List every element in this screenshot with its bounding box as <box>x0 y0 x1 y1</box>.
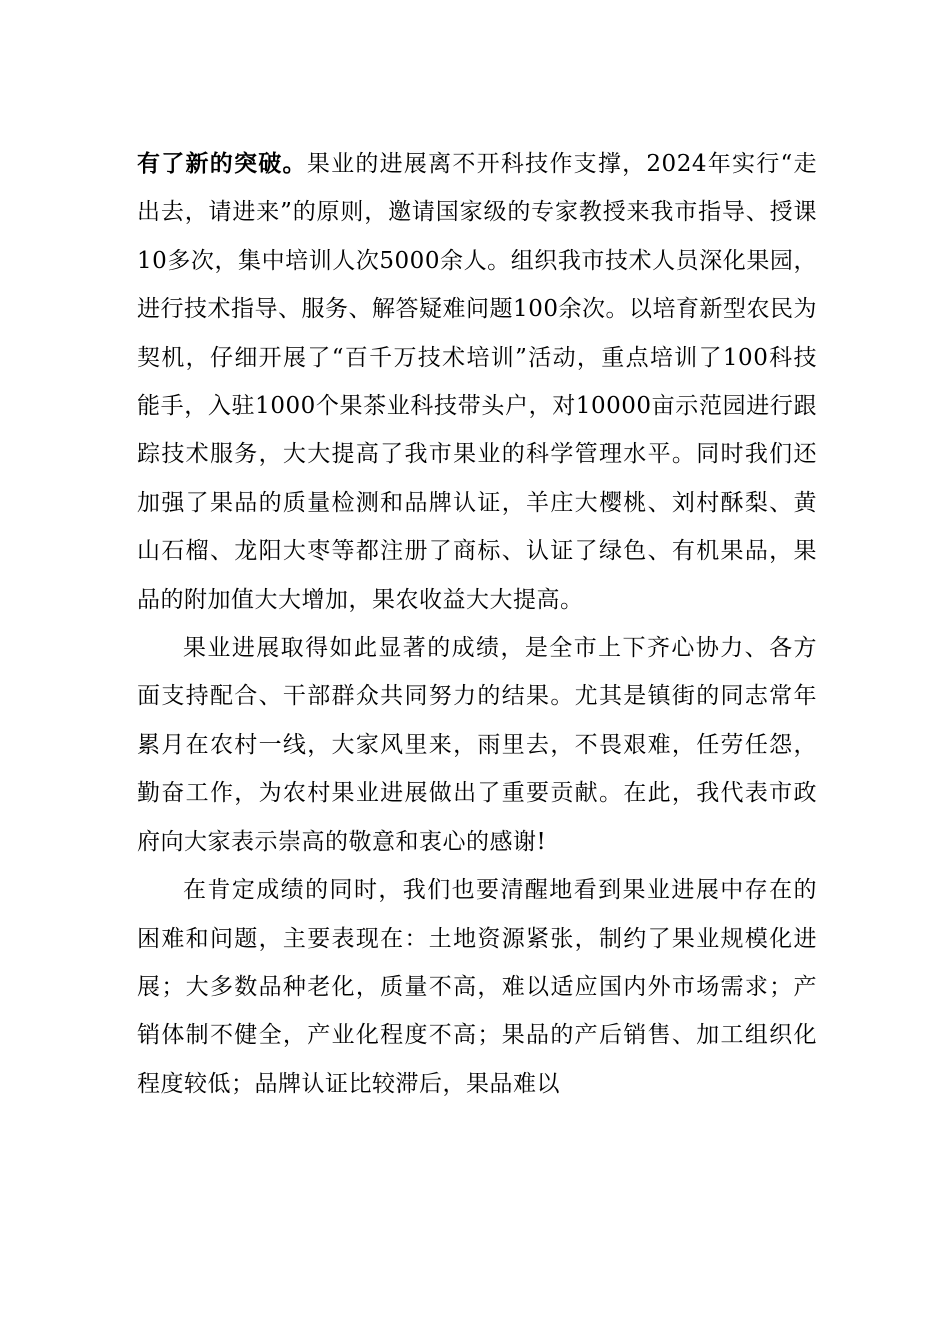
paragraph-1-lead: 有了新的突破。 <box>137 150 307 177</box>
paragraph-1 <box>137 140 817 624</box>
paragraph-2: 果业进展取得如此显著的成绩，是全市上下齐心协力、各方面支持配合、干部群众共同努力的结果。尤其是镇街的同志常年累月在农村一线，大家风里来，雨里去，不畏艰难，任劳任怨，勤奋工作，为农村果业进展做出了重要贡献。在此，我代表市政府向大家表示崇高的敬意和衷心的感谢! <box>137 635 817 855</box>
paragraph-3: 在肯定成绩的同时，我们也要清醒地看到果业进展中存在的困难和问题，主要表现在：土地资源紧张，制约了果业规模化进展；大多数品种老化，质量不高，难以适应国内外市场需求；产销体制不健全，产业化程度不高；果品的产后销售、加工组织化程度较低；品牌认证比较滞后，果品难以 <box>137 877 817 1097</box>
paragraph-1-text: 果业的进展离不开科技作支撑，2024年实行“走出去，请进来”的原则，邀请国家级的专家教授来我市指导、授课10多次，集中培训人次5000余人。组织我市技术人员深化果园，进行技术指导、服务、解答疑难问题100余次。以培育新型农民为契机，仔细开展了“百千万技术培训”活动，重点培训了100科技能手，入驻1000个果茶业科技带头户，对10000亩示范园进行跟踪技术服务，大大提高了我市果业的科学管理水平。同时我们还加强了果品的质量检测和品牌认证，羊庄大樱桃、刘村酥梨、黄山石榴、龙阳大枣等都注册了商标、认证了绿色、有机果品，果品的附加值大大增加，果农收益大大提高。 <box>137 151 818 613</box>
document-body <box>137 140 817 1108</box>
